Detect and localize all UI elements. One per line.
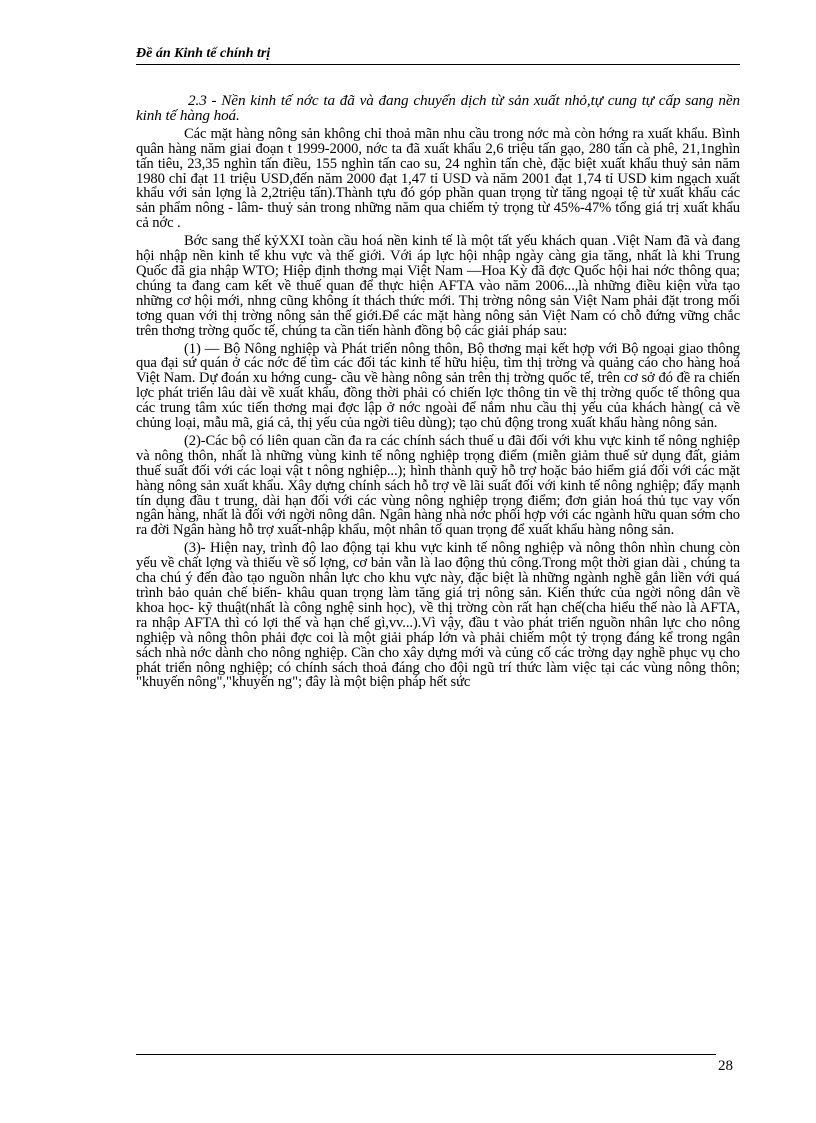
body-paragraph-3: (1) — Bộ Nông nghiệp và Phát triển nông thôn, Bộ thơng mại kết hợp với Bộ ngoại giao thông qua đại sứ quán ở các nớc để tìm các đối tác kinh tế hữu hiệu, tìm thị trờng và quảng cáo cho hàng hoá Việt Nam. Dự đoán xu hớng cung- cầu về hàng nông sản trên thị trờng quốc tế, trên cơ sở đó đề ra chiến lợc phát triển lâu dài về xuất khẩu, đồng thời phải có chiến lợc thông tin về thị trờng quốc tế thông qua các trung tâm xúc tiến thơng mại đợc lập ở nớc ngoài để nắm nhu cầu thị yếu của khách hàng( cả về chủng loại, mẫu mã, giá cả, thị yếu của ngời tiêu dùng); tạo chủ động trong xuất khẩu hàng nông sản.	[136, 340, 740, 432]
body-paragraph-4: (2)-Các bộ có liên quan cần đa ra các chính sách thuế u đãi đối với khu vực kinh tế nông nghiệp và nông thôn, nhất là những vùng kinh tế nông nghiệp trọng điểm (miễn giảm thuế sử dụng đất, giảm thuế suất đối với các loại vật t nông nghiệp...); hình thành quỹ hỗ trợ hoặc bảo hiểm giá đối với các mặt hàng nông sản xuất khẩu. Xây dựng chính sách hỗ trợ về lãi suất đối với kinh tế nông nghiệp; đẩy mạnh tín dụng đầu t trung, dài hạn đối với các vùng nông nghiệp trọng điểm; đơn giản hoá thủ tục vay vốn ngân hàng, nhất là đối với ngời nông dân. Ngân hàng nhà nớc phối hợp với các ngành hữu quan sớm cho ra đời Ngân hàng hỗ trợ xuất-nhập khẩu, một nhân tố quan trọng để xuất khẩu hàng nông sản.	[136, 432, 740, 539]
body-paragraph-5: (3)- Hiện nay, trình độ lao động tại khu vực kinh tế nông nghiệp và nông thôn nhìn chung còn yếu về chất lợng và thiếu về số lợng, cơ bản vẫn là lao động thủ công.Trong một thời gian dài , chúng ta cha chú ý đến đào tạo nguồn nhân lực cho khu vực này, đặc biệt là những ngành nghề gắn liền với quá trình bảo quản chế biến- khâu quan trọng làm tăng giá trị nông sản. Kiến thức của ngời nông dân về khoa học- kỹ thuật(nhất là công nghệ sinh học), về thị trờng còn rất hạn chế(cha hiểu thế nào là AFTA, ra nhập AFTA thì có lợi thế và hạn chế gì,vv...).Vì vậy, đầu t vào phát triển nguồn nhân lực cho nông nghiệp và nông thôn phải đợc coi là một giải pháp lớn và phải chiếm một tỷ trọng đáng kể trong ngân sách nhà nớc dành cho nông nghiệp. Cần cho xây dựng mới và củng cố các trờng dạy nghề phục vụ cho phát triển nông nghiệp; có chính sách thoả đáng cho đội ngũ trí thức làm việc tại các vùng nông thôn; "khuyến nông","khuyến ng"; đây là một biện pháp hết sức	[136, 540, 740, 691]
page-number: 28	[718, 1058, 733, 1074]
page-content	[136, 94, 740, 693]
body-paragraph-2: Bớc sang thế kỷXXI toàn cầu hoá nền kinh tế là một tất yếu khách quan .Việt Nam đã và đang hội nhập nền kinh tế khu vực và thế giới. Với áp lực hội nhập ngày càng gia tăng, nhất là khi Trung Quốc đã gia nhập WTO; Hiệp định thơng mại Việt Nam —Hoa Kỳ đã đợc Quốc hội hai nớc thông qua; chúng ta đang cam kết về thuế quan để thực hiện AFTA vào năm 2006...,là những điều kiện vừa tạo những cơ hội mới, nhng cũng không ít thách thức mới. Thị trờng nông sản Việt Nam phải đặt trong mối tơng quan với thị trờng nông sản thế giới.Để các mặt hàng nông sản Việt Nam có chỗ đứng vững chắc trên thơng trờng quốc tế, chúng ta cần tiến hành đồng bộ các giải pháp sau:	[136, 233, 740, 339]
running-header-title: Đề án Kinh tế chính trị	[136, 46, 271, 61]
section-heading: 2.3 - Nền kinh tế nớc ta đã và đang chuyển dịch từ sản xuất nhỏ,tự cung tự cấp sang nền kinh tế hàng hoá.	[136, 92, 740, 124]
footer-divider	[136, 1054, 716, 1055]
header-divider	[136, 64, 740, 65]
body-paragraph-1: Các mặt hàng nông sản không chỉ thoả mãn nhu cầu trong nớc mà còn hớng ra xuất khẩu. Bình quân hàng năm giai đoạn t 1999-2000, nớc ta đã xuất khẩu 2,6 triệu tấn gạo, 280 tấn cà phê, 21,1nghìn tấn tiêu, 23,35 nghìn tấn điều, 155 nghìn tấn cao su, 24 nghìn tấn chè, đặc biệt xuất khẩu thuỷ sản năm 1980 chỉ đạt 11 triệu USD,đến năm 2000 đạt 1,47 tỉ USD và năm 2001 đạt 1,74 tỉ USD kim ngạch xuất khẩu với sản lợng là 2,2triệu tấn).Thành tựu đó góp phần quan trọng từ tăng ngoại tệ từ xuất khẩu các sản phẩm nông - lâm- thuỷ sản trong những năm qua chiếm tỷ trọng từ 45%-47% tổng giá trị xuất khẩu cả nớc .	[136, 125, 740, 232]
